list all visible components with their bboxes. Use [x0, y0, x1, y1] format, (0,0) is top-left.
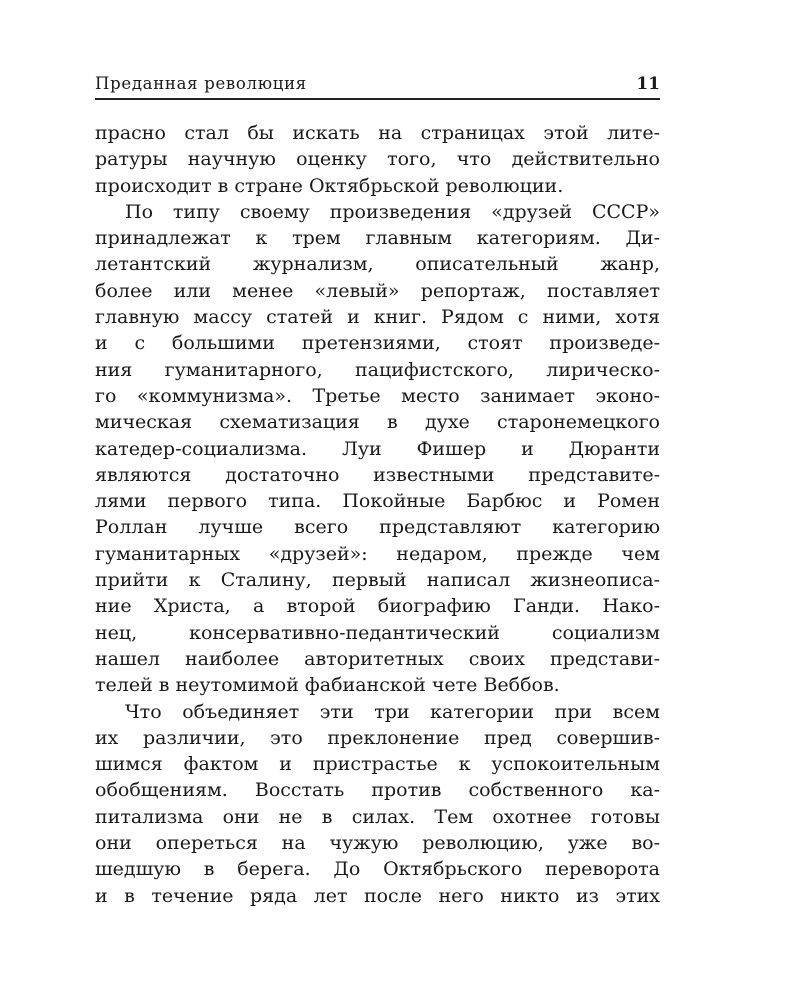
text-line: Роллан лучше всего представляют категорию — [95, 516, 660, 539]
text-line: и в течение ряда лет после него никто из этих — [95, 884, 660, 907]
text-line: являются достаточно известными представите- — [95, 463, 660, 486]
text-line: катедер-социализма. Луи Фишер и Дюранти — [95, 437, 660, 460]
text-line: телей в неутомимой фабианской чете Веббов. — [95, 674, 560, 697]
body-text — [95, 120, 660, 909]
text-line: гуманитарных «друзей»: недаром, прежде чем — [95, 542, 660, 565]
text-line: и с большими претензиями, стоят произведе- — [95, 332, 660, 355]
paragraph — [95, 199, 660, 699]
text-line: го «коммунизма». Третье место занимает эконо- — [95, 384, 660, 407]
page-number: 11 — [636, 74, 660, 94]
text-line: нашел наиболее авторитетных своих представи- — [95, 647, 660, 670]
text-line: питализма они не в силах. Тем охотнее готовы — [95, 805, 660, 828]
text-line: происходит в стране Октябрьской революции. — [95, 174, 564, 197]
text-line: прасно стал бы искать на страницах этой лите- — [95, 122, 660, 144]
paragraph — [95, 699, 660, 909]
text-line: ния гуманитарного, пацифистского, лирическо- — [95, 358, 660, 381]
text-line: По типу своему произведения «друзей СССР» — [125, 200, 660, 223]
text-line: их различии, это преклонение пред совершив- — [95, 726, 660, 749]
text-line: прийти к Сталину, первый написал жизнеописа- — [95, 569, 660, 592]
text-line: ратуры научную оценку того, что действительно — [95, 148, 660, 171]
text-line: мическая схематизация в духе старонемецкого — [95, 411, 660, 434]
paragraph — [95, 120, 660, 199]
text-line: шедшую в берега. До Октябрьского переворота — [95, 858, 660, 881]
running-header — [95, 74, 660, 100]
text-line: они опереться на чужую революцию, уже во- — [95, 832, 660, 855]
text-line: летантский журнализм, описательный жанр, — [95, 253, 660, 276]
text-line: Что объединяет эти три категории при всем — [125, 700, 660, 723]
text-line: принадлежат к трем главным категориям. Ди- — [95, 227, 660, 250]
text-line: нец, консервативно-педантический социализм — [95, 621, 660, 644]
running-title: Преданная революция — [95, 74, 307, 93]
text-line: ние Христа, а второй биографию Ганди. Нако- — [95, 595, 660, 618]
book-page — [95, 74, 660, 909]
text-line: обобщениям. Восстать против собственного ка- — [95, 779, 660, 802]
text-line: лями первого типа. Покойные Барбюс и Ромен — [95, 490, 660, 513]
text-line: шимся фактом и пристрастье к успокоительным — [95, 753, 660, 776]
text-line: более или менее «левый» репортаж, поставляет — [95, 279, 660, 302]
text-line: главную массу статей и книг. Рядом с ними, хотя — [95, 306, 660, 329]
